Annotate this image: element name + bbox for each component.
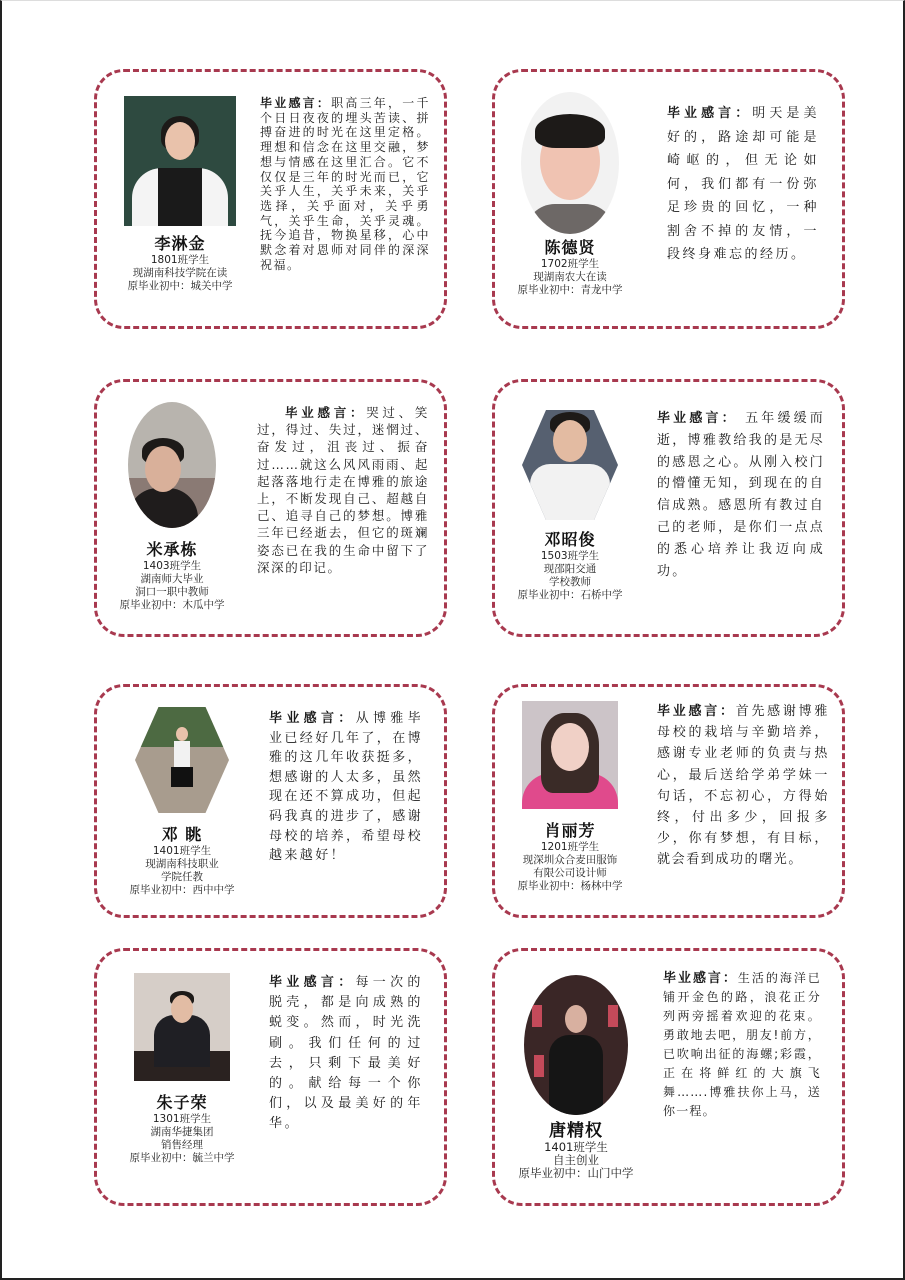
alumni-name: 邓 眺 bbox=[161, 825, 203, 844]
alumni-name: 肖丽芳 bbox=[544, 821, 596, 840]
quote-label: 毕业感言： bbox=[657, 411, 738, 426]
alumni-card-1 bbox=[94, 69, 447, 329]
quote-text: 生活的海洋已铺开金色的路，浪花正分列两旁摇着欢迎的花束。勇敢地去吧，朋友!前方，已吹响出征的海螺;彩霞，正在将鲜红的大旗飞舞…….博雅扶你上马，送你一程。 bbox=[663, 971, 821, 1118]
alumni-job-2: 销售经理 bbox=[161, 1139, 203, 1151]
alumni-card-6 bbox=[492, 684, 845, 918]
quote-label: 毕业感言： bbox=[657, 704, 736, 719]
graduation-quote bbox=[260, 96, 430, 272]
alumni-job: 洞口一职中教师 bbox=[135, 586, 209, 598]
alumni-name: 邓昭俊 bbox=[544, 530, 596, 549]
alumni-status: 现湖南农大在读 bbox=[533, 271, 607, 283]
alumni-photo bbox=[522, 701, 618, 809]
graduation-quote bbox=[269, 973, 423, 1135]
graduation-quote bbox=[663, 969, 821, 1121]
graduation-quote bbox=[257, 404, 429, 576]
alumni-photo bbox=[134, 973, 230, 1081]
alumni-name: 唐精权 bbox=[549, 1121, 603, 1141]
alumni-photo bbox=[524, 975, 628, 1115]
alumni-class: 1201班学生 bbox=[540, 841, 600, 853]
alumni-middle-school: 原毕业初中：城关中学 bbox=[127, 280, 233, 292]
alumni-education: 湖南师大毕业 bbox=[140, 573, 204, 585]
alumni-middle-school: 原毕业初中：青龙中学 bbox=[517, 284, 623, 296]
alumni-middle-school: 原毕业初中：杨林中学 bbox=[517, 880, 623, 892]
quote-text: 首先感谢博雅母校的栽培与辛勤培养，感谢专业老师的负责与热心，最后送给学弟学妹一句话，不忘初心，方得始终，付出多少，回报多少，你有梦想，有目标，就会看到成功的曙光。 bbox=[657, 704, 829, 868]
quote-text: 从博雅毕业已经好几年了，在博雅的这几年收获挺多，想感谢的人太多，虽然现在还不算成功，但起码我真的进步了，感谢母校的培养，希望母校越来越好！ bbox=[269, 711, 424, 864]
quote-text: 明天是美好的，路途却可能是崎岖的，但无论如何，我们都有一份弥足珍贵的回忆，一种割舍不掉的友情，一段终身难忘的经历。 bbox=[667, 106, 819, 262]
alumni-middle-school: 原毕业初中：毓兰中学 bbox=[129, 1152, 235, 1164]
quote-text: 每一次的脱壳，都是向成熟的蜕变。然而，时光洗刷。我们任何的过去，只剩下最美好的。献给每一个你们，以及最美好的年华。 bbox=[269, 975, 423, 1132]
graduation-quote bbox=[657, 408, 825, 582]
alumni-card-8 bbox=[492, 948, 845, 1206]
alumni-card-5 bbox=[94, 684, 447, 918]
quote-label: 毕业感言： bbox=[663, 971, 738, 986]
alumni-class: 1301班学生 bbox=[152, 1113, 212, 1125]
quote-label: 毕业感言： bbox=[269, 975, 356, 990]
alumni-job: 现邵阳交通 bbox=[543, 563, 597, 575]
alumni-class: 1801班学生 bbox=[150, 254, 210, 266]
alumni-class: 1702班学生 bbox=[540, 258, 600, 270]
alumni-job: 现湖南科技职业 bbox=[145, 858, 219, 870]
quote-label: 毕业感言： bbox=[260, 96, 332, 110]
quote-label: 毕业感言： bbox=[667, 106, 753, 121]
alumni-class: 1401班学生 bbox=[544, 1140, 608, 1154]
alumni-card-4 bbox=[492, 379, 845, 637]
alumni-photo bbox=[521, 92, 619, 234]
alumni-class: 1503班学生 bbox=[540, 550, 600, 562]
quote-text: 职高三年，一千个日日夜夜的埋头苦读、拼搏奋进的时光在这里定格。理想和信念在这里交融，梦想与情感在这里汇合。它不仅仅是三年的时光而已，它关乎人生，关乎未来，关乎选择，关乎面对，关乎勇气，关乎生命，关乎灵魂。抚今追昔，物换星移，心中默念着对恩师对同伴的深深祝福。 bbox=[260, 96, 430, 272]
alumni-photo bbox=[124, 96, 236, 226]
alumni-card-3 bbox=[94, 379, 447, 637]
quote-label: 毕业感言： bbox=[269, 711, 356, 726]
alumni-status: 自主创业 bbox=[553, 1153, 599, 1167]
alumni-name: 朱子荣 bbox=[156, 1093, 208, 1112]
alumni-job-2: 学校教师 bbox=[549, 576, 591, 588]
alumni-photo bbox=[128, 402, 216, 528]
graduation-quote bbox=[667, 102, 819, 267]
alumni-middle-school: 原毕业初中：西中中学 bbox=[129, 884, 235, 896]
alumni-name: 米承栋 bbox=[146, 540, 198, 559]
alumni-job: 湖南华捷集团 bbox=[150, 1126, 214, 1138]
graduation-quote bbox=[269, 709, 423, 866]
quote-label: 毕业感言： bbox=[285, 405, 367, 420]
alumni-card-7 bbox=[94, 948, 447, 1206]
alumni-name: 李淋金 bbox=[154, 234, 206, 253]
alumni-job-2: 有限公司设计师 bbox=[533, 867, 607, 879]
alumni-photo bbox=[522, 410, 618, 520]
alumni-class: 1401班学生 bbox=[152, 845, 212, 857]
alumni-middle-school: 原毕业初中：木瓜中学 bbox=[119, 599, 225, 611]
alumni-card-2 bbox=[492, 69, 845, 329]
alumni-job-2: 学院任教 bbox=[161, 871, 203, 883]
graduation-quote bbox=[657, 701, 829, 871]
alumni-middle-school: 原毕业初中：山门中学 bbox=[518, 1166, 634, 1180]
alumni-status: 现湖南科技学院在读 bbox=[132, 267, 228, 279]
alumni-photo bbox=[135, 707, 229, 813]
alumni-name: 陈德贤 bbox=[544, 238, 596, 257]
alumni-class: 1403班学生 bbox=[142, 560, 202, 572]
quote-text: 五年缓缓而逝，博雅教给我的是无尽的感恩之心。从刚入校门的懵懂无知，到现在的自信成熟。感恩所有教过自己的老师，是你们一点点的悉心培养让我迈向成功。 bbox=[657, 411, 825, 579]
alumni-job: 现深圳众合麦田服饰 bbox=[522, 854, 618, 866]
quote-text: 哭过、笑过，得过、失过，迷惘过、奋发过，沮丧过、振奋过……就这么风风雨雨、起起落落地行走在博雅的旅途上，不断发现自己、超越自己、追寻自己的梦想。博雅三年已经逝去，但它的斑斓姿态已在我的生命中留下了深深的印记。 bbox=[257, 405, 429, 575]
alumni-middle-school: 原毕业初中：石桥中学 bbox=[517, 589, 623, 601]
